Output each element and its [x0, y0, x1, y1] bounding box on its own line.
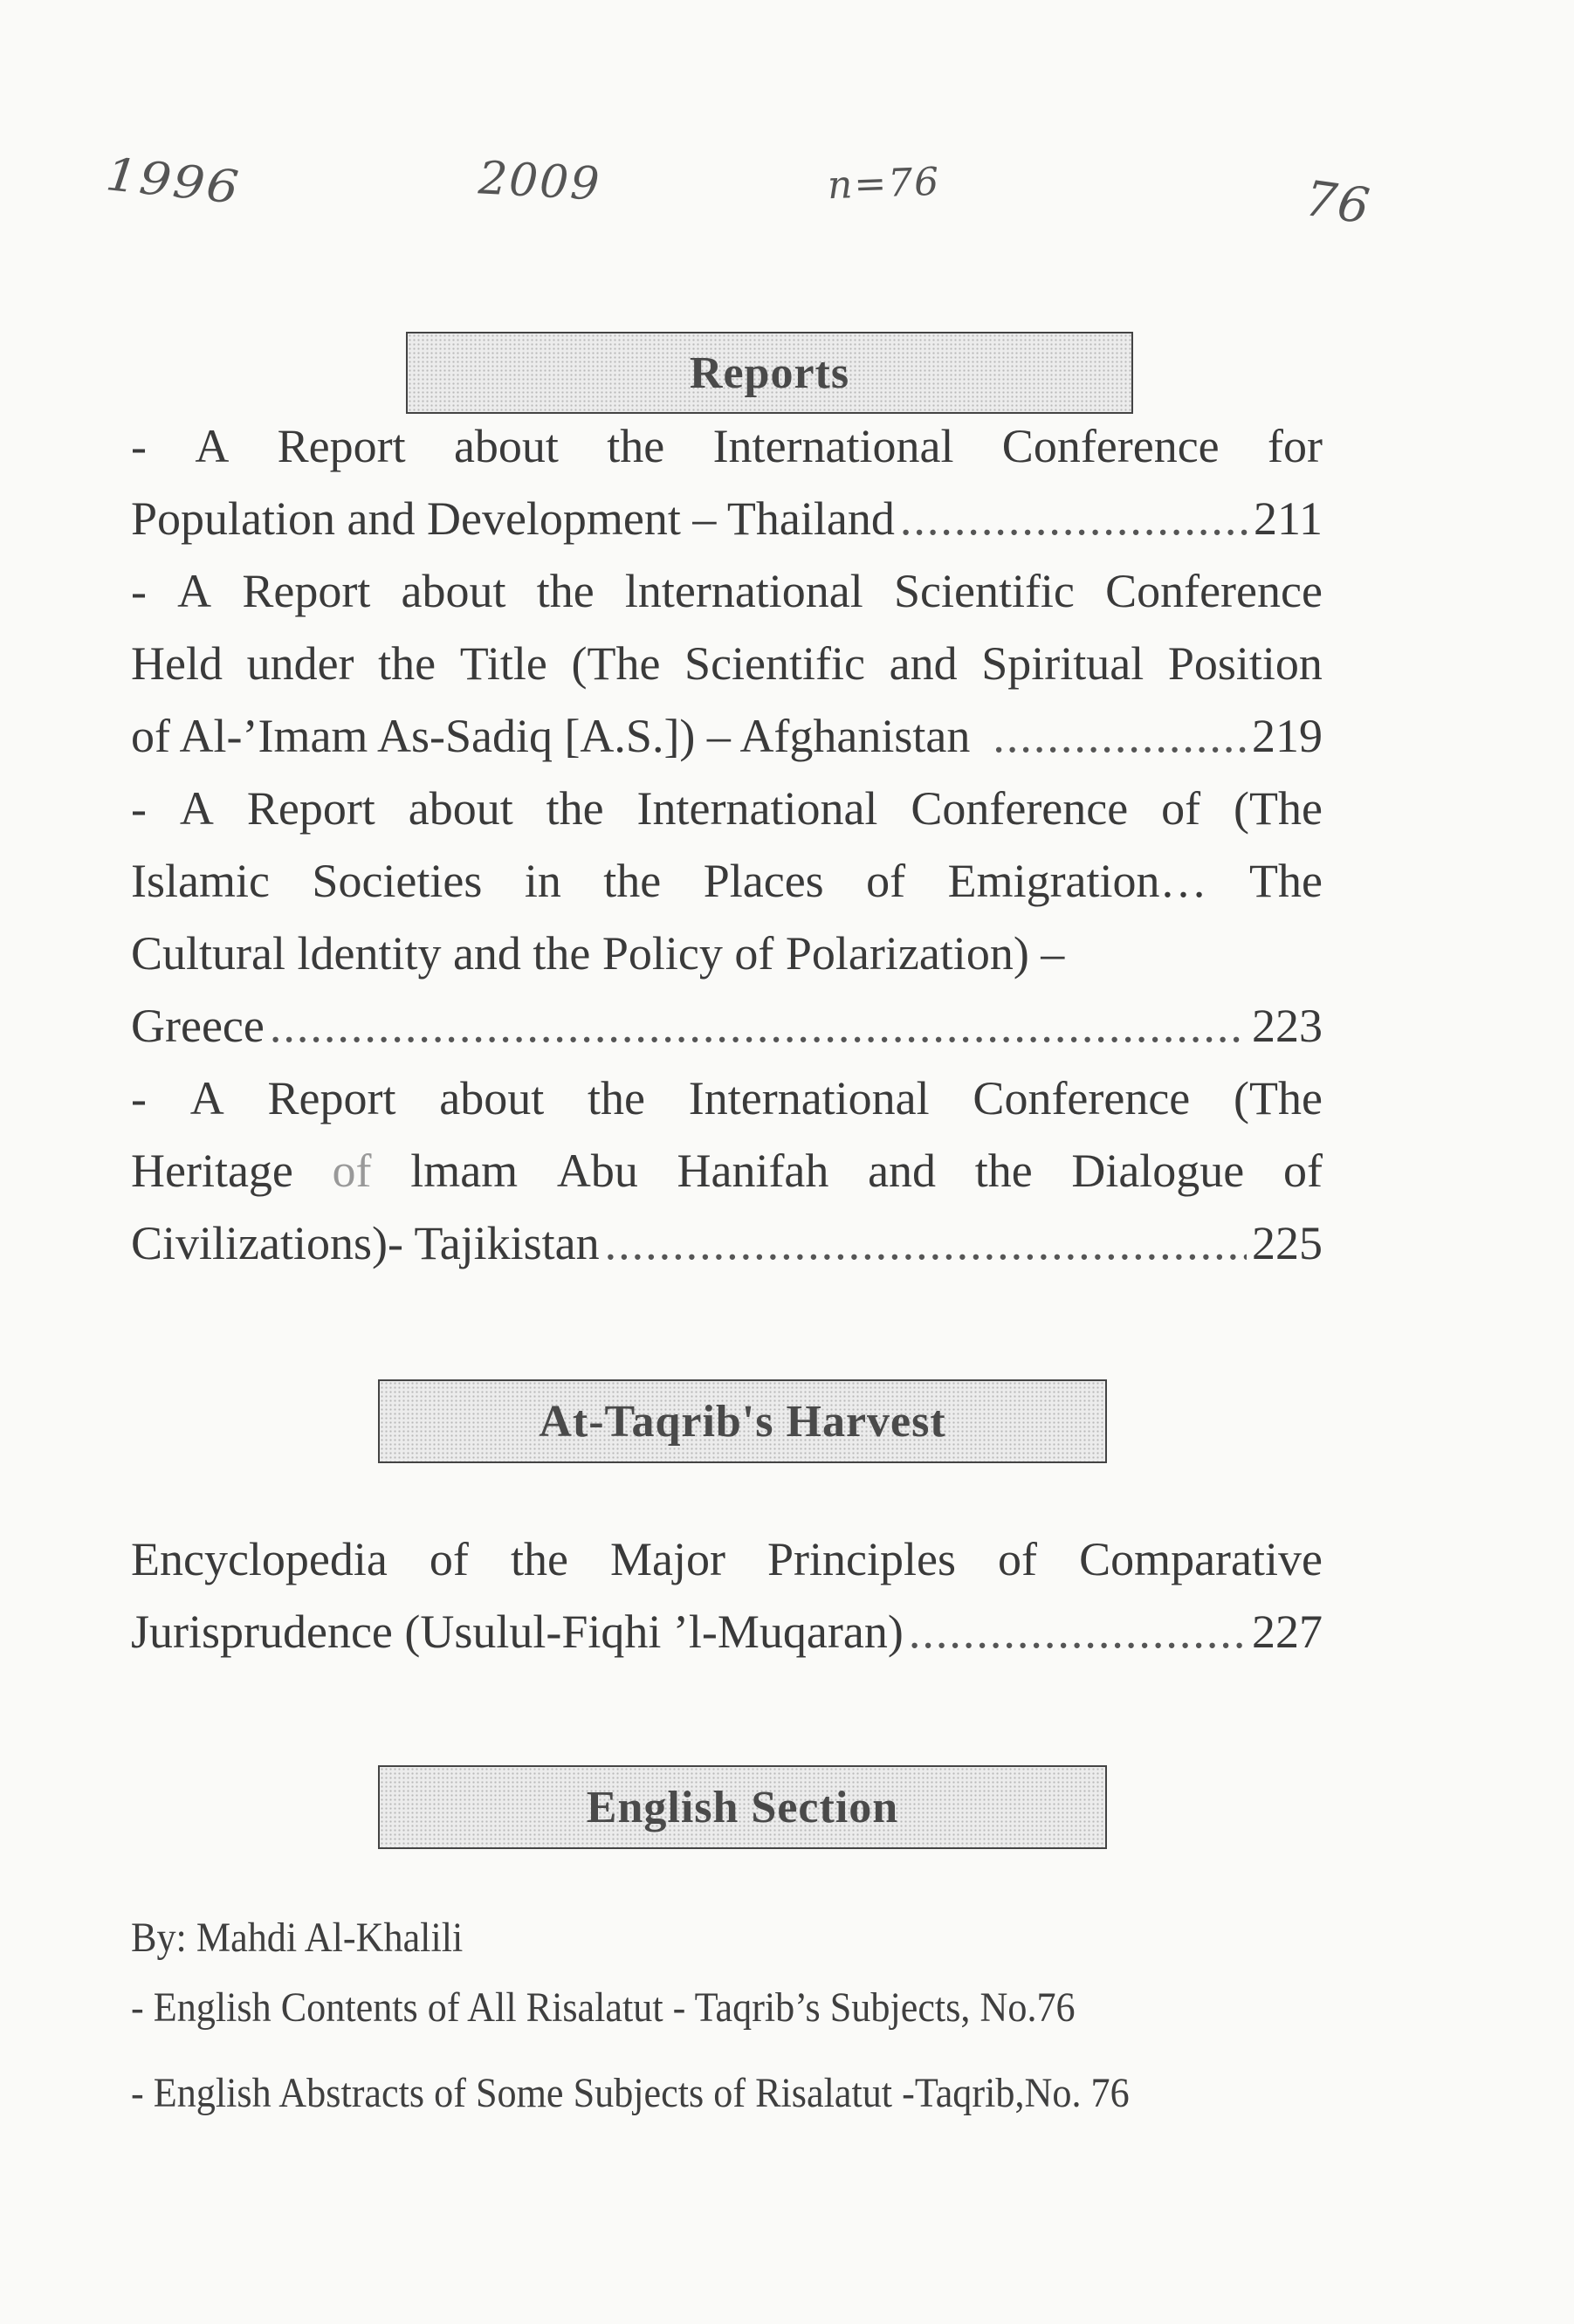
harvest-entry	[131, 1532, 1323, 1677]
report-4-line-3: Civilizations)- Tajikistan ..... 225	[131, 1216, 1323, 1289]
page-number: 219	[1252, 710, 1323, 762]
handwritten-note-1: 1996	[103, 148, 244, 215]
english-item-1: - English Contents of All Risalatut - Taqrib’s Subjects, No.76	[131, 1984, 1076, 2031]
report-3-line-1: - A Report about the International Conference of (The	[131, 782, 1323, 835]
harvest-heading: At-Taqrib's Harvest	[539, 1396, 946, 1447]
report-4-line-1: - A Report about the International Conference (The	[131, 1072, 1323, 1124]
handwritten-note-4: 76	[1301, 170, 1375, 236]
report-2-line-2: Held under the Title (The Scientific and Spiritual Position	[131, 637, 1323, 690]
leader-dots	[993, 709, 1247, 763]
leader-dots	[605, 1216, 1247, 1270]
page-number: 225	[1252, 1217, 1323, 1269]
english-author: By: Mahdi Al-Khalili	[131, 1915, 464, 1961]
handwritten-note-3: n=76	[827, 159, 942, 209]
harvest-line-2: Jurisprudence (Usulul-Fiqhi ’l-Muqaran) ..... 227	[131, 1605, 1323, 1677]
report-1-line-2: Population and Development – Thailand ..... 211	[131, 492, 1323, 564]
report-3-line-3: Cultural ldentity and the Policy of Polarization) –	[131, 927, 1065, 980]
report-2-line-1: - A Report about the lnternational Scientific Conference	[131, 565, 1323, 617]
leader-dots	[270, 999, 1247, 1053]
report-4-line-2: Heritage of lmam Abu Hanifah and the Dialogue of	[131, 1145, 1323, 1197]
harvest-heading-box	[378, 1379, 1107, 1463]
handwritten-note-2: 2009	[477, 152, 602, 211]
harvest-line-1: Encyclopedia of the Major Principles of Comparative	[131, 1533, 1323, 1585]
reports-heading: Reports	[689, 347, 850, 398]
english-heading-box	[378, 1765, 1107, 1849]
report-2-line-3: of Al-’Imam As-Sadiq [A.S.]) – Afghanistan ..... 219	[131, 709, 1323, 781]
page-number: 211	[1254, 492, 1323, 545]
english-item-2: - English Abstracts of Some Subjects of Risalatut -Taqrib,No. 76	[131, 2070, 1130, 2116]
report-1-line-1: - A Report about the International Conference for	[131, 420, 1323, 472]
page-number: 223	[1252, 1000, 1323, 1052]
report-3-line-2: Islamic Societies in the Places of Emigration… The	[131, 855, 1323, 907]
leader-dots	[900, 492, 1248, 546]
page-number: 227	[1252, 1605, 1323, 1658]
reports-list	[131, 419, 1323, 1289]
english-heading: English Section	[586, 1782, 899, 1832]
leader-dots	[909, 1605, 1247, 1659]
report-3-line-4: Greece ..... 223	[131, 999, 1323, 1071]
reports-heading-box	[406, 332, 1133, 414]
